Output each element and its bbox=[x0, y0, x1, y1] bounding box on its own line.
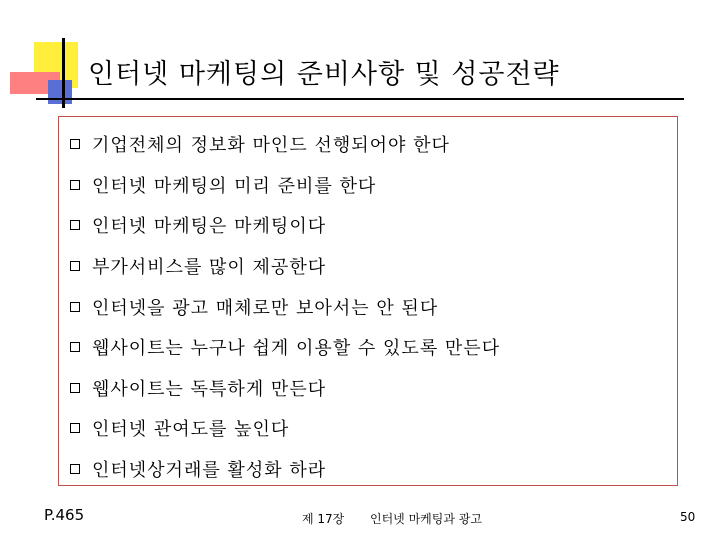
bullet-text: 인터넷을 광고 매체로만 보아서는 안 된다 bbox=[92, 297, 439, 319]
bullet-square-icon bbox=[70, 464, 80, 474]
bullet-square-icon bbox=[70, 139, 80, 149]
bullet-square-icon bbox=[70, 302, 80, 312]
list-item bbox=[70, 165, 500, 206]
bullet-text: 인터넷 관여도를 높인다 bbox=[92, 419, 290, 441]
bullet-text: 인터넷 마케팅은 마케팅이다 bbox=[92, 216, 327, 238]
bullet-text: 인터넷상거래를 활성화 하라 bbox=[92, 460, 327, 482]
bullet-square-icon bbox=[70, 423, 80, 433]
bullet-text: 인터넷 마케팅의 미리 준비를 한다 bbox=[92, 175, 377, 197]
chapter-label: 제 17장 bbox=[302, 512, 345, 526]
list-item bbox=[70, 286, 500, 327]
bullet-square-icon bbox=[70, 383, 80, 393]
bullet-list bbox=[70, 124, 500, 489]
page-reference: P.465 bbox=[44, 506, 85, 524]
list-item bbox=[70, 368, 500, 409]
decor-blue-square bbox=[48, 80, 72, 104]
bullet-text: 웹사이트는 독특하게 만든다 bbox=[92, 378, 327, 400]
list-item bbox=[70, 408, 500, 449]
slide-title: 인터넷 마케팅의 준비사항 및 성공전략 bbox=[88, 59, 560, 90]
bullet-text: 기업전체의 정보화 마인드 선행되어야 한다 bbox=[92, 135, 450, 157]
list-item bbox=[70, 246, 500, 287]
bullet-square-icon bbox=[70, 220, 80, 230]
list-item bbox=[70, 124, 500, 165]
list-item bbox=[70, 205, 500, 246]
page-number: 50 bbox=[680, 510, 696, 524]
topic-label: 인터넷 마케팅과 광고 bbox=[370, 512, 482, 526]
bullet-text: 부가서비스를 많이 제공한다 bbox=[92, 257, 327, 279]
list-item bbox=[70, 327, 500, 368]
list-item bbox=[70, 449, 500, 490]
title-underline bbox=[36, 98, 684, 100]
bullet-text: 웹사이트는 누구나 쉽게 이용할 수 있도록 만든다 bbox=[92, 338, 501, 360]
bullet-square-icon bbox=[70, 180, 80, 190]
bullet-square-icon bbox=[70, 342, 80, 352]
bullet-square-icon bbox=[70, 261, 80, 271]
